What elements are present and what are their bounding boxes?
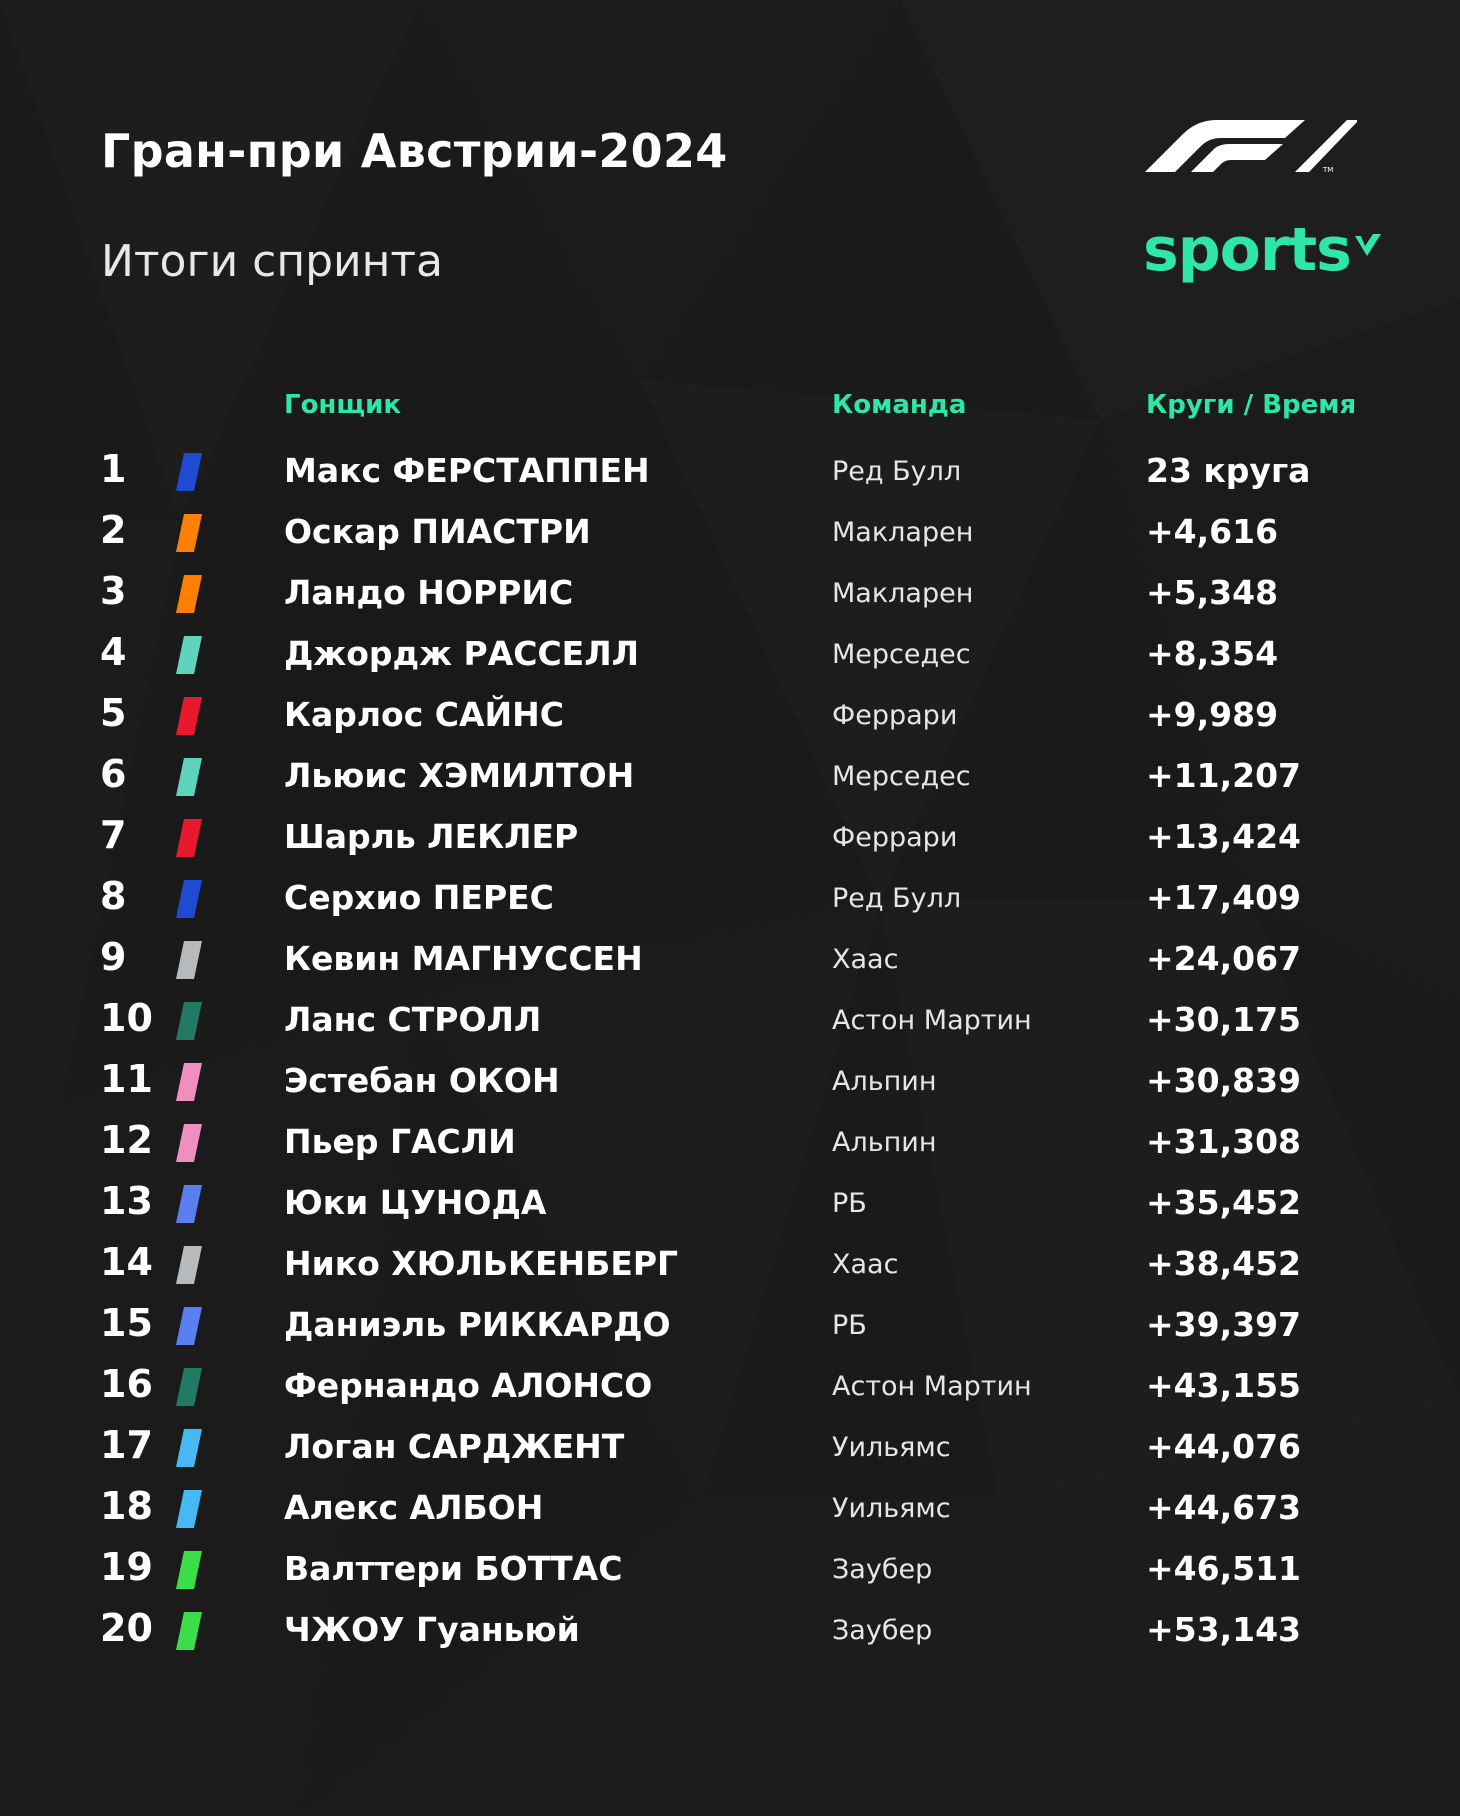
team-name: Феррари xyxy=(832,700,958,731)
driver-name: Шарль ЛЕКЛЕР xyxy=(284,817,579,856)
race-time: +5,348 xyxy=(1146,573,1279,612)
race-time: +8,354 xyxy=(1146,634,1279,673)
team-color-marker xyxy=(176,575,202,613)
table-row xyxy=(0,502,1460,563)
position-number: 15 xyxy=(100,1301,153,1345)
column-header-team: Команда xyxy=(832,390,967,420)
table-row xyxy=(0,1295,1460,1356)
position-number: 16 xyxy=(100,1362,153,1406)
race-time: +9,989 xyxy=(1146,695,1279,734)
driver-name: Нико ХЮЛЬКЕНБЕРГ xyxy=(284,1244,679,1283)
position-number: 12 xyxy=(100,1118,153,1162)
driver-name: Пьер ГАСЛИ xyxy=(284,1122,516,1161)
table-row xyxy=(0,1539,1460,1600)
team-color-marker xyxy=(176,1368,202,1406)
driver-name: Кевин МАГНУССЕН xyxy=(284,939,643,978)
team-color-marker xyxy=(176,758,202,796)
table-row xyxy=(0,1478,1460,1539)
table-row xyxy=(0,990,1460,1051)
position-number: 8 xyxy=(100,874,127,918)
position-number: 1 xyxy=(100,447,127,491)
race-time: 23 круга xyxy=(1146,451,1311,490)
team-name: РБ xyxy=(832,1188,867,1219)
race-time: +17,409 xyxy=(1146,878,1301,917)
team-name: Ред Булл xyxy=(832,883,962,914)
race-time: +30,175 xyxy=(1146,1000,1301,1039)
team-color-marker xyxy=(176,453,202,491)
driver-name: Серхио ПЕРЕС xyxy=(284,878,554,917)
position-number: 10 xyxy=(100,996,153,1040)
team-name: РБ xyxy=(832,1310,867,1341)
position-number: 13 xyxy=(100,1179,153,1223)
race-time: +43,155 xyxy=(1146,1366,1301,1405)
team-name: Альпин xyxy=(832,1127,937,1158)
position-number: 5 xyxy=(100,691,127,735)
team-color-marker xyxy=(176,941,202,979)
sports-logo xyxy=(1143,215,1381,290)
table-row xyxy=(0,807,1460,868)
sports-check-icon xyxy=(1353,232,1381,258)
table-row xyxy=(0,1112,1460,1173)
table-row xyxy=(0,563,1460,624)
team-color-marker xyxy=(176,1124,202,1162)
position-number: 4 xyxy=(100,630,127,674)
team-name: Астон Мартин xyxy=(832,1371,1032,1402)
table-row xyxy=(0,1051,1460,1112)
team-name: Хаас xyxy=(832,1249,899,1280)
table-row xyxy=(0,685,1460,746)
svg-text:TM: TM xyxy=(1323,166,1334,174)
team-color-marker xyxy=(176,514,202,552)
position-number: 3 xyxy=(100,569,127,613)
team-color-marker xyxy=(176,1429,202,1467)
team-name: Альпин xyxy=(832,1066,937,1097)
position-number: 7 xyxy=(100,813,127,857)
table-row xyxy=(0,746,1460,807)
team-color-marker xyxy=(176,1551,202,1589)
team-name: Феррари xyxy=(832,822,958,853)
driver-name: Юки ЦУНОДА xyxy=(284,1183,547,1222)
team-color-marker xyxy=(176,1490,202,1528)
f1-logo xyxy=(1145,116,1357,174)
driver-name: Карлос САЙНС xyxy=(284,695,564,734)
team-color-marker xyxy=(176,697,202,735)
race-time: +53,143 xyxy=(1146,1610,1301,1649)
race-time: +35,452 xyxy=(1146,1183,1301,1222)
team-name: Хаас xyxy=(832,944,899,975)
team-name: Астон Мартин xyxy=(832,1005,1032,1036)
table-row xyxy=(0,1417,1460,1478)
position-number: 20 xyxy=(100,1606,153,1650)
team-name: Мерседес xyxy=(832,639,971,670)
table-row xyxy=(0,929,1460,990)
team-color-marker xyxy=(176,1307,202,1345)
race-time: +30,839 xyxy=(1146,1061,1301,1100)
table-row xyxy=(0,1600,1460,1661)
race-time: +4,616 xyxy=(1146,512,1279,551)
team-color-marker xyxy=(176,819,202,857)
position-number: 18 xyxy=(100,1484,153,1528)
driver-name: Логан САРДЖЕНТ xyxy=(284,1427,625,1466)
table-row xyxy=(0,1356,1460,1417)
driver-name: Оскар ПИАСТРИ xyxy=(284,512,591,551)
team-name: Заубер xyxy=(832,1554,933,1585)
driver-name: Льюис ХЭМИЛТОН xyxy=(284,756,635,795)
driver-name: Фернандо АЛОНСО xyxy=(284,1366,653,1405)
team-name: Макларен xyxy=(832,517,974,548)
team-name: Заубер xyxy=(832,1615,933,1646)
team-color-marker xyxy=(176,880,202,918)
position-number: 11 xyxy=(100,1057,153,1101)
race-time: +24,067 xyxy=(1146,939,1301,978)
position-number: 14 xyxy=(100,1240,153,1284)
race-time: +39,397 xyxy=(1146,1305,1301,1344)
team-color-marker xyxy=(176,1063,202,1101)
team-name: Макларен xyxy=(832,578,974,609)
page-title: Гран-при Австрии-2024 xyxy=(101,124,728,178)
table-row xyxy=(0,868,1460,929)
team-name: Мерседес xyxy=(832,761,971,792)
position-number: 2 xyxy=(100,508,127,552)
table-row xyxy=(0,1234,1460,1295)
team-color-marker xyxy=(176,636,202,674)
position-number: 19 xyxy=(100,1545,153,1589)
table-row xyxy=(0,441,1460,502)
driver-name: Валттери БОТТАС xyxy=(284,1549,623,1588)
team-name: Уильямс xyxy=(832,1493,951,1524)
position-number: 6 xyxy=(100,752,127,796)
driver-name: Эстебан ОКОН xyxy=(284,1061,560,1100)
column-header-time: Круги / Время xyxy=(1146,390,1357,420)
team-color-marker xyxy=(176,1002,202,1040)
driver-name: Ланс СТРОЛЛ xyxy=(284,1000,542,1039)
race-time: +46,511 xyxy=(1146,1549,1301,1588)
team-color-marker xyxy=(176,1612,202,1650)
driver-name: Ландо НОРРИС xyxy=(284,573,574,612)
driver-name: ЧЖОУ Гуаньюй xyxy=(284,1610,580,1649)
race-time: +31,308 xyxy=(1146,1122,1301,1161)
position-number: 9 xyxy=(100,935,127,979)
results-table xyxy=(0,441,1460,1661)
team-name: Уильямс xyxy=(832,1432,951,1463)
table-row xyxy=(0,624,1460,685)
driver-name: Джордж РАССЕЛЛ xyxy=(284,634,640,673)
race-time: +44,673 xyxy=(1146,1488,1301,1527)
driver-name: Даниэль РИККАРДО xyxy=(284,1305,671,1344)
driver-name: Макс ФЕРСТАППЕН xyxy=(284,451,650,490)
team-name: Ред Булл xyxy=(832,456,962,487)
sports-logo-text: sports xyxy=(1143,215,1351,285)
team-color-marker xyxy=(176,1246,202,1284)
driver-name: Алекс АЛБОН xyxy=(284,1488,544,1527)
page-subtitle: Итоги спринта xyxy=(101,236,444,287)
race-time: +13,424 xyxy=(1146,817,1301,856)
team-color-marker xyxy=(176,1185,202,1223)
race-time: +44,076 xyxy=(1146,1427,1301,1466)
column-header-driver: Гонщик xyxy=(284,390,401,420)
position-number: 17 xyxy=(100,1423,153,1467)
table-row xyxy=(0,1173,1460,1234)
race-time: +11,207 xyxy=(1146,756,1301,795)
race-time: +38,452 xyxy=(1146,1244,1301,1283)
